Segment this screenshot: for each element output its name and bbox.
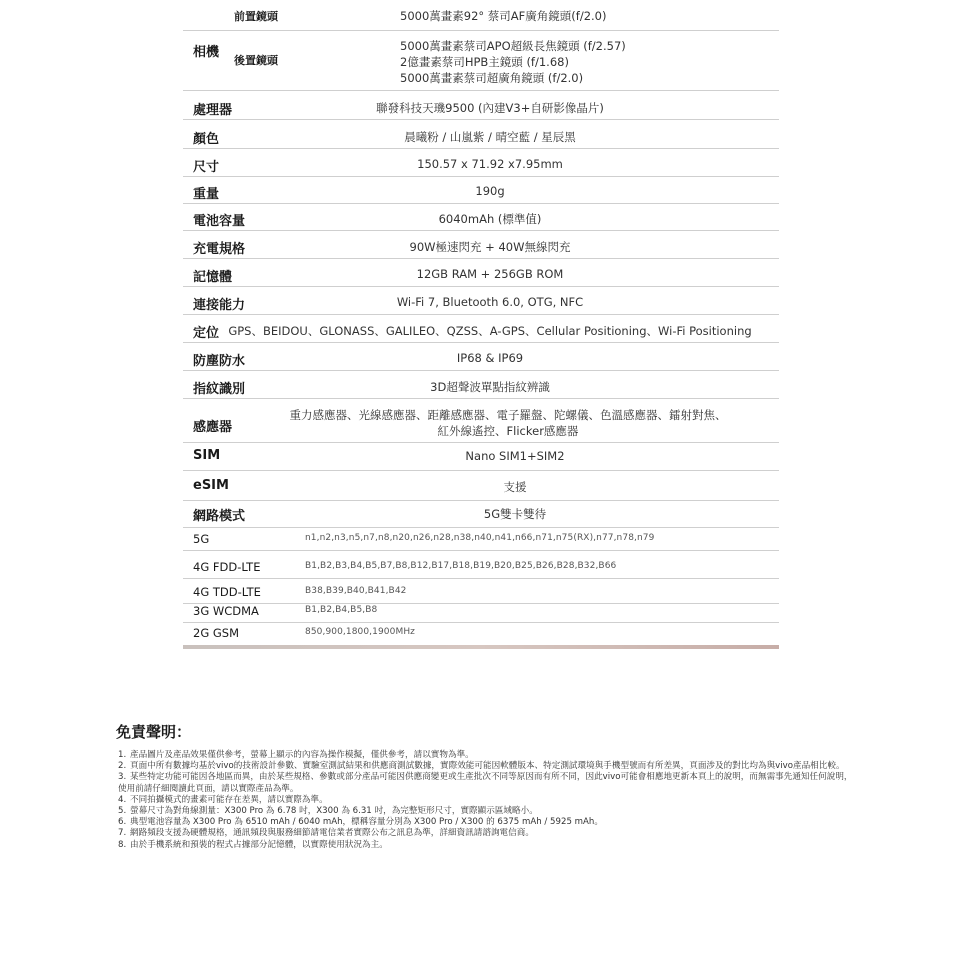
spec-value: 晨曦粉 / 山嵐紫 / 晴空藍 / 星辰黑 [404, 130, 576, 144]
rear-camera-label: 後置鏡頭 [234, 54, 278, 67]
disclaimer-item: 1. 產品圖片及產品效果僅供參考，螢幕上顯示的內容為操作模擬，僅供參考，請以實物為準。 [118, 750, 474, 760]
disclaimer-item: 4. 不同拍攝模式的畫素可能存在差異，請以實際為準。 [118, 794, 328, 805]
network-label: 3G WCDMA [193, 604, 259, 618]
spec-label: 連接能力 [193, 298, 246, 313]
row-divider [183, 578, 779, 579]
spec-value: 6040mAh (標準值) [438, 212, 542, 226]
row-divider [183, 314, 779, 315]
disclaimer-item: 3. 某些特定功能可能因各地區而異，由於某些規格、參數或部分產品可能因供應商變更或生產批次不同等原因而有所不同，因此vivo可能會相應地更新本頁上的說明，而無需事先通知任何說明，使用前請仔細閱讀此頁面，請以實際產品為準。 [118, 772, 853, 794]
row-divider [183, 622, 779, 623]
disclaimer-item: 8. 由於手機系統和預裝的程式占據部分記憶體，以實際使用狀況為主。 [118, 839, 388, 850]
disclaimer-item: 7. 網路頻段支援為硬體規格，通訊頻段與服務細節請電信業者實際公布之訊息為準，詳細資訊請諮詢電信商。 [118, 828, 534, 839]
disclaimer-item: 6. 典型電池容量為 X300 Pro 為 6510 mAh / 6040 mAh，標稱容量分別為 X300 Pro / X300 的 6375 mAh / 5925 mAh。 [118, 817, 603, 828]
row-divider [183, 442, 779, 443]
rear-camera-value: 2億畫素蔡司HPB主鏡頭 (f/1.68) [400, 55, 569, 69]
spec-value: IP68 & IP69 [456, 351, 524, 365]
spec-value: 12GB RAM + 256GB ROM [416, 267, 564, 281]
row-divider [183, 603, 779, 604]
spec-label: 尺寸 [193, 160, 220, 175]
camera-divider [183, 30, 779, 31]
row-divider [183, 470, 779, 471]
disclaimer-title: 免責聲明： [116, 723, 192, 741]
network-label: 4G FDD-LTE [193, 560, 261, 574]
spec-value: 150.57 x 71.92 x7.95mm [417, 157, 563, 171]
spec-label: 網路模式 [193, 509, 246, 524]
spec-value: 5G雙卡雙待 [483, 507, 547, 521]
sensors-value: 紅外線遙控、Flicker感應器 [437, 424, 579, 438]
spec-label: 指紋識別 [193, 382, 246, 397]
row-divider [183, 148, 779, 149]
row-divider [183, 230, 779, 231]
row-divider [183, 176, 779, 177]
network-label: 5G [193, 532, 210, 546]
spec-label: eSIM [193, 478, 229, 493]
row-divider [183, 342, 779, 343]
sensors-label: 感應器 [193, 420, 233, 435]
spec-value: GPS、BEIDOU、GLONASS、GALILEO、QZSS、A-GPS、Cellular Positioning、Wi-Fi Positioning [228, 324, 752, 338]
spec-label: 電池容量 [193, 214, 246, 229]
network-value: B1,B2,B3,B4,B5,B7,B8,B12,B17,B18,B19,B20,B25,B26,B28,B32,B66 [305, 561, 617, 571]
spec-label: 顏色 [193, 132, 220, 147]
spec-value: Nano SIM1+SIM2 [465, 449, 565, 463]
sensors-value: 重力感應器、光線感應器、距離感應器、電子羅盤、陀螺儀、色溫感應器、鐳射對焦、 [289, 408, 727, 422]
disclaimer-item: 5. 螢幕尺寸為對角線測量：X300 Pro 為 6.78 吋，X300 為 6.31 吋，為完整矩形尺寸，實際顯示區域略小。 [118, 806, 538, 817]
spec-label: 防塵防水 [193, 354, 246, 369]
spec-label: 定位 [193, 326, 220, 341]
row-divider [183, 370, 779, 371]
front-camera-label: 前置鏡頭 [234, 10, 278, 23]
rear-camera-value: 5000萬畫素蔡司APO超級長焦鏡頭 (f/2.57) [400, 39, 626, 53]
row-divider [183, 258, 779, 259]
network-value: n1,n2,n3,n5,n7,n8,n20,n26,n28,n38,n40,n41,n66,n71,n75(RX),n77,n78,n79 [305, 533, 655, 543]
row-divider [183, 398, 779, 399]
spec-value: 支援 [503, 480, 527, 494]
spec-value: 聯發科技天璣9500 (內建V3+自研影像晶片) [376, 101, 604, 115]
front-camera-value: 5000萬畫素92° 蔡司AF廣角鏡頭(f/2.0) [400, 9, 607, 23]
row-divider [183, 500, 779, 501]
network-value: 850,900,1800,1900MHz [305, 627, 416, 637]
rear-camera-value: 5000萬畫素蔡司超廣角鏡頭 (f/2.0) [400, 71, 584, 85]
camera-bottom-divider [183, 90, 779, 91]
camera-label: 相機 [193, 45, 220, 60]
network-value: B38,B39,B40,B41,B42 [305, 586, 407, 596]
row-divider [183, 203, 779, 204]
row-divider [183, 119, 779, 120]
row-divider [183, 550, 779, 551]
spec-label: 充電規格 [193, 242, 246, 257]
disclaimer-list [118, 750, 860, 851]
network-value: B1,B2,B4,B5,B8 [305, 605, 378, 615]
spec-value: 3D超聲波單點指紋辨識 [430, 380, 550, 394]
spec-value: 190g [475, 184, 505, 198]
network-label: 2G GSM [193, 626, 240, 640]
spec-value: 90W極速閃充 + 40W無線閃充 [409, 240, 571, 254]
table-bottom-bar [183, 645, 779, 649]
spec-label: 重量 [193, 187, 220, 202]
disclaimer-item: 2. 頁面中所有數據均基於vivo的技術設計參數、實驗室測試結果和供應商測試數據，實際效能可能因軟體版本、特定測試環境與手機型號而有所差異，頁面涉及的對比均為與vivo產品相比較。 [118, 761, 845, 772]
row-divider [183, 286, 779, 287]
spec-label: 處理器 [193, 103, 233, 118]
spec-value: Wi-Fi 7, Bluetooth 6.0, OTG, NFC [396, 295, 584, 309]
row-divider [183, 527, 779, 528]
spec-label: SIM [193, 448, 221, 463]
network-label: 4G TDD-LTE [193, 585, 261, 599]
spec-label: 記憶體 [193, 270, 233, 285]
